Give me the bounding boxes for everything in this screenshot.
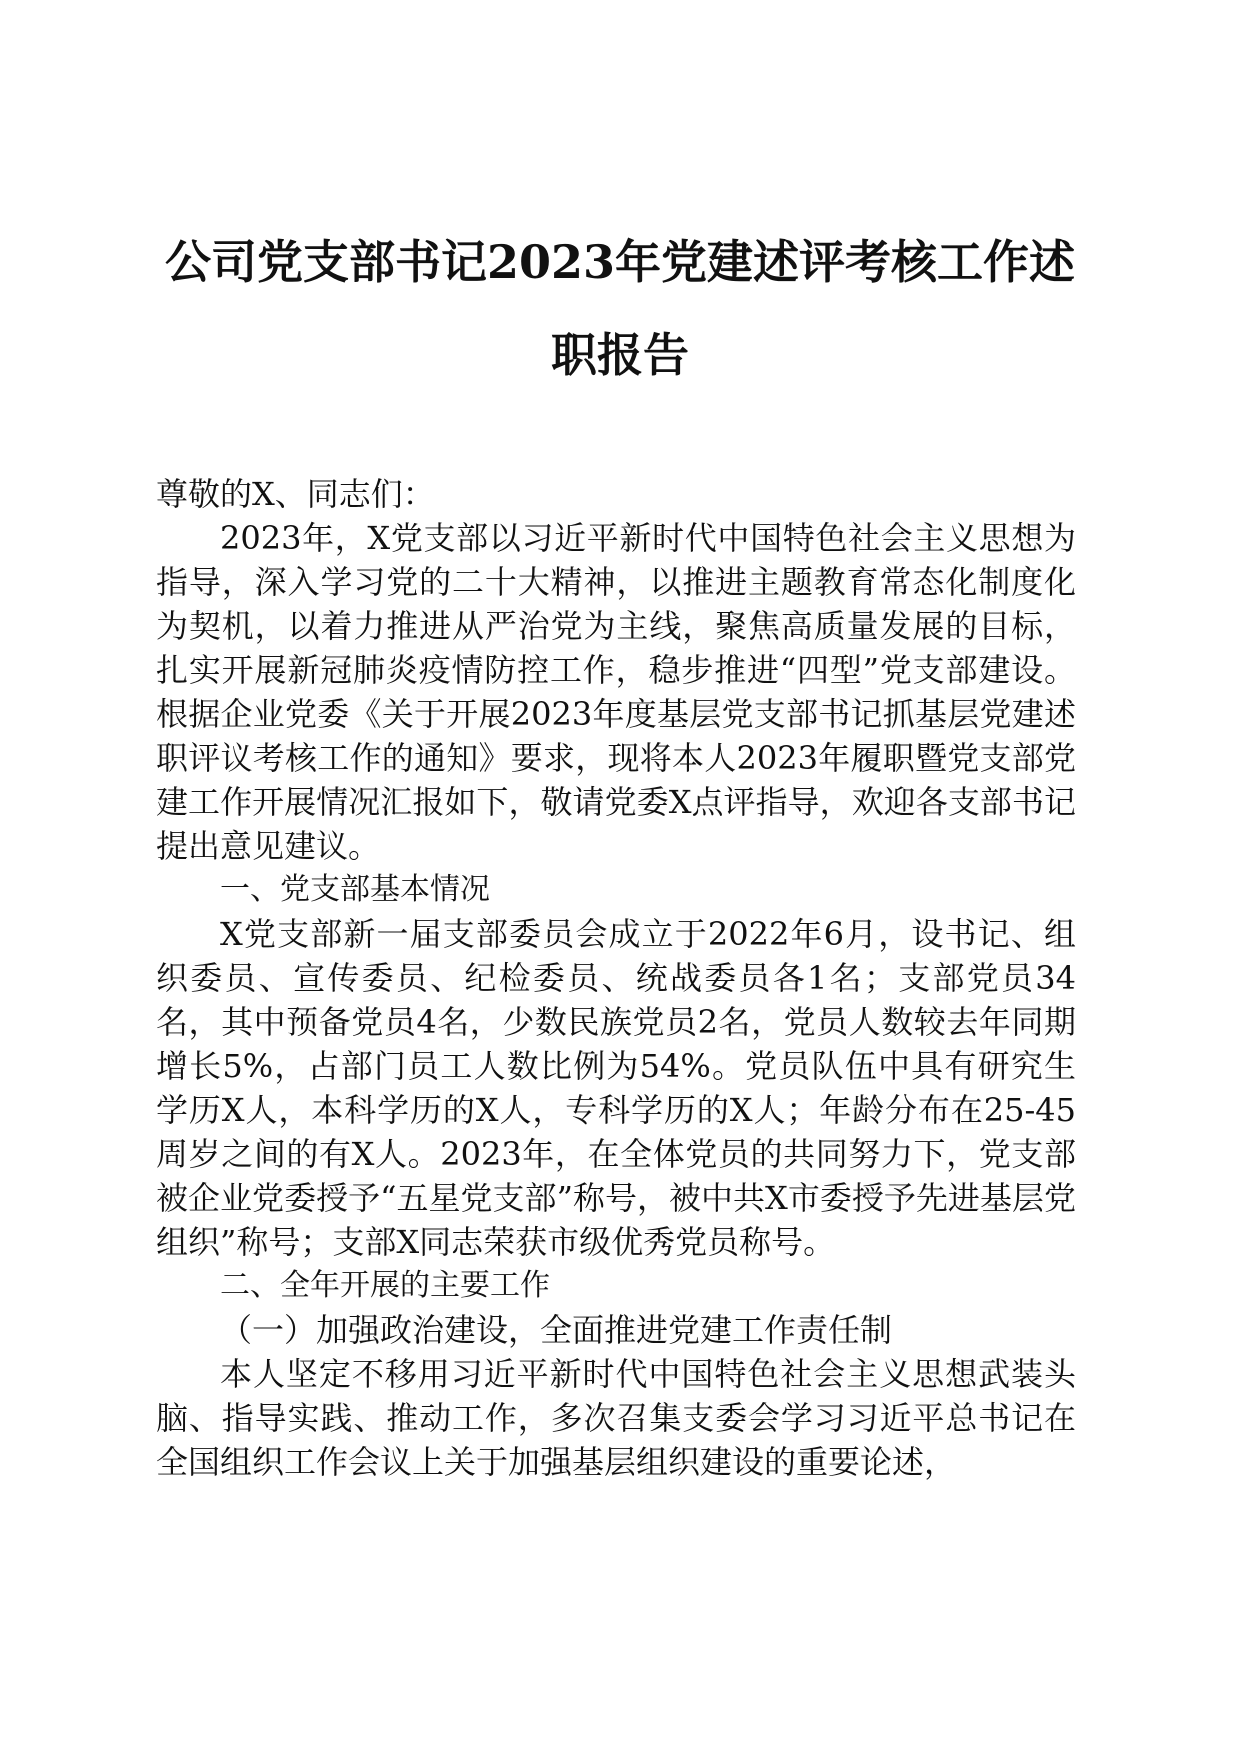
branch-overview-paragraph: X党支部新一届支部委员会成立于2022年6月，设书记、组织委员、宣传委员、纪检委员、统战委员各1名；支部党员34名，其中预备党员4名，少数民族党员2名，党员人数较去年同期增长5%，占部门员工人数比例为54%。党员队伍中具有研究生学历X人，本科学历的X人，专科学历的X人；年龄分布在25-45周岁之间的有X人。2023年，在全体党员的共同努力下，党支部被企业党委授予“五星党支部”称号，被中共X市委授予先进基层党组织”称号；支部X同志荣获市级优秀党员称号。 bbox=[156, 915, 1076, 1261]
section-heading-2: 二、全年开展的主要工作 bbox=[220, 1268, 550, 1303]
subsection-heading-1: （一）加强政治建设，全面推进党建工作责任制 bbox=[220, 1311, 893, 1349]
document-body bbox=[156, 472, 1076, 1484]
document-title-line-1: 公司党支部书记2023年党建述评考核工作述 bbox=[164, 235, 1076, 289]
intro-paragraph: 2023年，X党支部以习近平新时代中国特色社会主义思想为指导，深入学习党的二十大精神，以推进主题教育常态化制度化为契机，以着力推进从严治党为主线，聚焦高质量发展的目标，扎实开展新冠肺炎疫情防控工作，稳步推进“四型”党支部建设。根据企业党委《关于开展2023年度基层党支部书记抓基层党建述职评议考核工作的通知》要求，现将本人2023年履职暨党支部党建工作开展情况汇报如下，敬请党委X点评指导，欢迎各支部书记提出意见建议。 bbox=[156, 519, 1076, 865]
section-heading-1: 一、党支部基本情况 bbox=[220, 872, 490, 907]
document-title-line-2: 职报告 bbox=[551, 328, 689, 382]
salutation: 尊敬的X、同志们： bbox=[156, 475, 435, 513]
political-building-paragraph: 本人坚定不移用习近平新时代中国特色社会主义思想武装头脑、指导实践、推动工作，多次召集支委会学习习近平总书记在全国组织工作会议上关于加强基层组织建设的重要论述， bbox=[156, 1355, 1076, 1481]
